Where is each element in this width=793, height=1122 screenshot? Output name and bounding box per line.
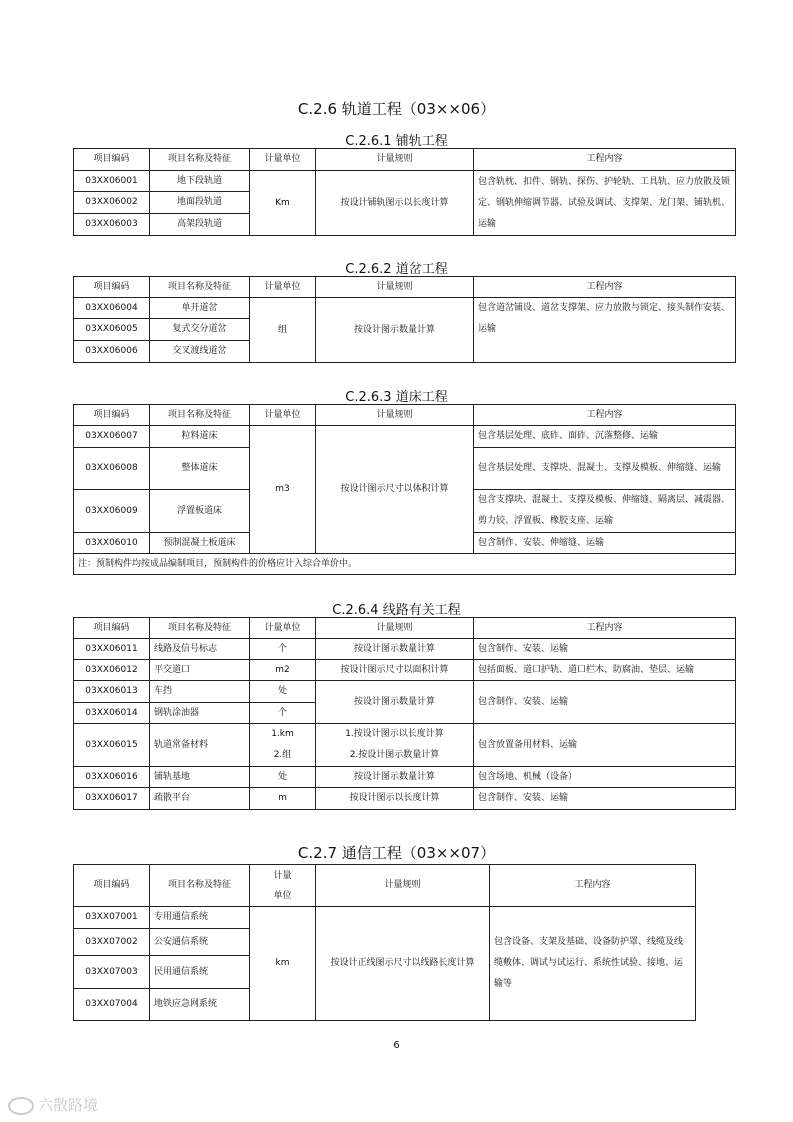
rule-cell	[316, 724, 474, 767]
item-code: 03XX06015	[74, 724, 150, 767]
item-name: 钢轨涂油器	[150, 703, 250, 724]
rule-line-1: 1.按设计图示以长度计算	[345, 729, 444, 739]
rule-cell: 按设计图示数量计算	[316, 767, 474, 788]
content-cell: 包含设备、支架及基础、设备防护罩、线缆及线缆敷体、调试与试运行、系统性试验、接地、运输等	[490, 907, 696, 1021]
unit-cell: 个	[250, 639, 316, 660]
item-code: 03XX06007	[74, 426, 150, 448]
header-content: 工程内容	[490, 865, 696, 907]
rule-cell: 按设计图示数量计算	[316, 681, 474, 724]
communication-table	[73, 864, 696, 1021]
item-code: 03XX06002	[74, 192, 150, 214]
item-code: 03XX07002	[74, 929, 150, 956]
rule-cell: 按设计铺轨图示以长度计算	[316, 171, 474, 236]
header-name: 项目名称及特征	[150, 149, 250, 171]
content-cell: 包含基层处理、底砟、面砟、沉落整修、运输	[474, 426, 736, 448]
rule-cell: 按设计正线图示尺寸以线路长度计算	[316, 907, 490, 1021]
item-code: 03XX06012	[74, 660, 150, 681]
item-name: 公安通信系统	[150, 929, 250, 956]
item-code: 03XX07003	[74, 956, 150, 989]
section-title-communication: C.2.7 通信工程（03××07）	[297, 844, 496, 862]
item-code: 03XX06011	[74, 639, 150, 660]
track-laying-table	[73, 148, 736, 236]
header-rule: 计量规则	[316, 865, 490, 907]
item-code: 03XX06010	[74, 533, 150, 554]
item-name: 整体道床	[150, 448, 250, 490]
item-code: 03XX06004	[74, 298, 150, 319]
content-cell: 包含道岔铺设、道岔支撑架、应力放散与锁定、接头制作安装、运输	[474, 298, 736, 363]
line-related-table	[73, 617, 736, 810]
unit-cell: m3	[250, 426, 316, 554]
unit-cell: km	[250, 907, 316, 1021]
unit-cell: 个	[250, 703, 316, 724]
header-unit: 计量 单位	[250, 865, 316, 907]
content-cell: 包含制作、安装、运输	[474, 681, 736, 724]
header-rule: 计量规则	[316, 618, 474, 639]
header-code: 项目编码	[74, 149, 150, 171]
turnout-table	[73, 276, 736, 363]
unit-cell: 组	[250, 298, 316, 363]
item-name: 预制混凝土板道床	[150, 533, 250, 554]
item-name: 轨道常备材料	[150, 724, 250, 767]
item-code: 03XX06005	[74, 319, 150, 341]
unit-cell: 处	[250, 681, 316, 703]
item-name: 专用通信系统	[150, 907, 250, 929]
header-content: 工程内容	[474, 405, 736, 426]
page-number: 6	[393, 1040, 400, 1051]
rule-cell: 按设计图示数量计算	[316, 639, 474, 660]
header-name: 项目名称及特征	[150, 618, 250, 639]
header-rule: 计量规则	[316, 277, 474, 298]
item-name: 车挡	[150, 681, 250, 703]
item-code: 03XX06001	[74, 171, 150, 192]
item-name: 民用通信系统	[150, 956, 250, 989]
unit-line-1: 1.km	[271, 729, 294, 739]
table-title-line-related: C.2.6.4 线路有关工程	[332, 603, 461, 618]
header-unit: 计量单位	[250, 405, 316, 426]
item-name: 复式交分道岔	[150, 319, 250, 341]
item-name: 地下段轨道	[150, 171, 250, 192]
rule-cell: 按设计图示数量计算	[316, 298, 474, 363]
item-code: 03XX07004	[74, 989, 150, 1021]
header-content: 工程内容	[474, 149, 736, 171]
unit-cell: m	[250, 788, 316, 810]
content-cell: 包含制作、安装、运输	[474, 788, 736, 810]
rule-cell: 按设计图示以长度计算	[316, 788, 474, 810]
rule-cell: 按设计图示尺寸以面积计算	[316, 660, 474, 681]
header-content: 工程内容	[474, 277, 736, 298]
header-name: 项目名称及特征	[150, 405, 250, 426]
header-rule: 计量规则	[316, 405, 474, 426]
rule-line-2: 2.按设计图示数量计算	[349, 750, 440, 760]
table-title-turnout: C.2.6.2 道岔工程	[345, 262, 448, 277]
content-cell: 包含轨枕、扣件、钢轨、探伤、护轮轨、工具轨、应力放散及锁定、钢轨伸缩调节器、试验及调试、支撑架、龙门架、铺轨机、运输	[474, 171, 736, 236]
item-code: 03XX06006	[74, 341, 150, 363]
item-name: 地铁应急网系统	[150, 989, 250, 1021]
item-code: 03XX06009	[74, 490, 150, 533]
content-cell: 包含放置备用材料、运输	[474, 724, 736, 767]
section-title: C.2.6 轨道工程（03××06）	[297, 100, 496, 118]
item-name: 高架段轨道	[150, 214, 250, 236]
item-code: 03XX07001	[74, 907, 150, 929]
header-unit: 计量单位	[250, 277, 316, 298]
item-name: 铺轨基地	[150, 767, 250, 788]
watermark-logo-icon	[8, 1097, 34, 1115]
item-code: 03XX06003	[74, 214, 150, 236]
rule-cell: 按设计图示尺寸以体积计算	[316, 426, 474, 554]
header-name: 项目名称及特征	[150, 277, 250, 298]
item-code: 03XX06008	[74, 448, 150, 490]
content-cell: 包括面板、道口护轨、道口栏木、防腐油、垫层、运输	[474, 660, 736, 681]
table-note: 注：预制构件均按成品编制项目，预制构件的价格应计入综合单价中。	[74, 554, 736, 575]
unit-cell: Km	[250, 171, 316, 236]
item-name: 疏散平台	[150, 788, 250, 810]
item-code: 03XX06017	[74, 788, 150, 810]
item-name: 线路及信号标志	[150, 639, 250, 660]
content-cell: 包含场地、机械（设备）	[474, 767, 736, 788]
content-cell: 包含制作、安装、运输	[474, 639, 736, 660]
item-name: 粒料道床	[150, 426, 250, 448]
item-name: 浮置板道床	[150, 490, 250, 533]
header-name: 项目名称及特征	[150, 865, 250, 907]
header-code: 项目编码	[74, 618, 150, 639]
unit-cell: m2	[250, 660, 316, 681]
item-name: 地面段轨道	[150, 192, 250, 214]
item-name: 交叉渡线道岔	[150, 341, 250, 363]
unit-line-2: 2.组	[273, 750, 292, 760]
track-bed-table	[73, 404, 736, 575]
table-title-track-laying: C.2.6.1 铺轨工程	[345, 134, 448, 149]
unit-cell: 处	[250, 767, 316, 788]
unit-cell	[250, 724, 316, 767]
header-code: 项目编码	[74, 277, 150, 298]
item-code: 03XX06016	[74, 767, 150, 788]
header-unit: 计量单位	[250, 149, 316, 171]
header-code: 项目编码	[74, 405, 150, 426]
watermark	[8, 1094, 98, 1115]
content-cell: 包含基层处理、支撑块、混凝土、支撑及模板、伸缩缝、运输	[474, 448, 736, 490]
header-code: 项目编码	[74, 865, 150, 907]
table-title-ballast-bed: C.2.6.3 道床工程	[345, 390, 448, 405]
content-cell: 包含支撑块、混凝土、支撑及模板、伸缩缝、隔离层、减震器、剪力铰、浮置板、橡胶支座、运输	[474, 490, 736, 533]
item-name: 平交道口	[150, 660, 250, 681]
item-name: 单开道岔	[150, 298, 250, 319]
header-rule: 计量规则	[316, 149, 474, 171]
header-content: 工程内容	[474, 618, 736, 639]
header-unit: 计量单位	[250, 618, 316, 639]
watermark-text: 六散路境	[38, 1096, 99, 1114]
item-code: 03XX06013	[74, 681, 150, 703]
item-code: 03XX06014	[74, 703, 150, 724]
content-cell: 包含制作、安装、伸缩缝、运输	[474, 533, 736, 554]
